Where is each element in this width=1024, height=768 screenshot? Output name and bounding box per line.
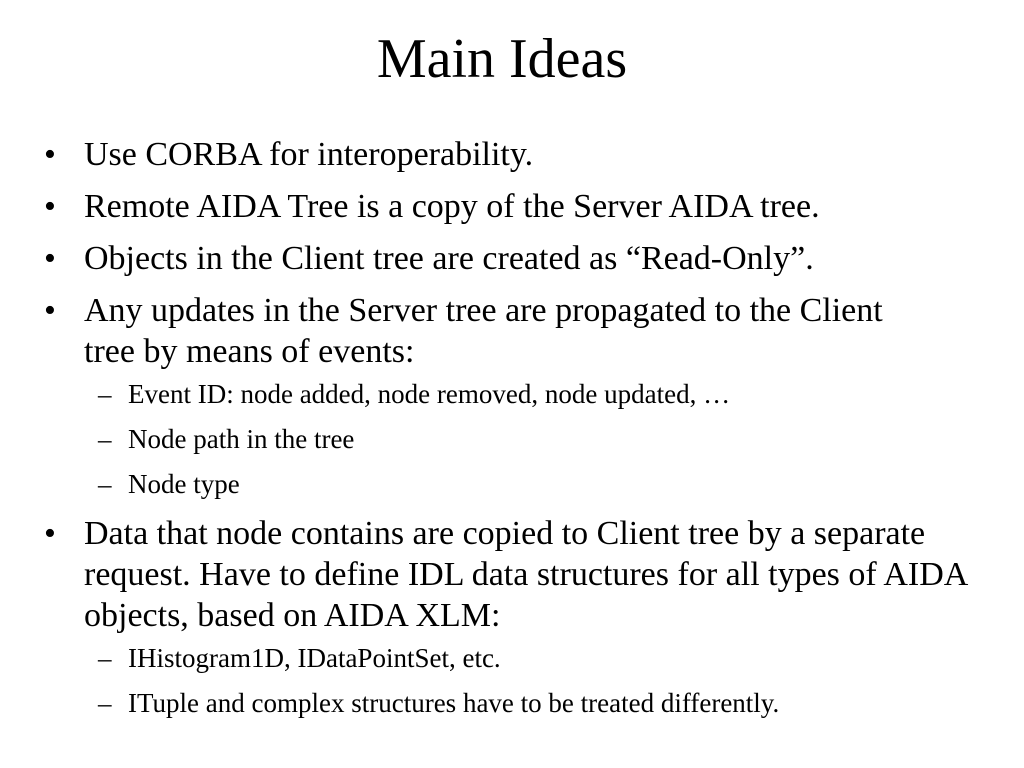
dash-icon: – <box>98 379 112 409</box>
bullet-item <box>0 290 1024 372</box>
bullet-text: Any updates in the Server tree are propagated to the Client tree by means of events: <box>84 292 883 370</box>
bullet-item <box>0 513 1024 636</box>
bullet-icon: • <box>44 188 56 225</box>
bullet-list <box>0 134 1024 720</box>
bullet-icon: • <box>44 515 56 552</box>
bullet-icon: • <box>44 240 56 277</box>
bullet-item <box>0 238 1024 279</box>
bullet-item <box>0 186 1024 227</box>
bullet-text: Data that node contains are copied to Client tree by a separate request. Have to define IDL data structures for all types of AIDA objects, based on AIDA XLM: <box>84 515 967 634</box>
bullet-text: Use CORBA for interoperability. <box>84 136 534 173</box>
dash-icon: – <box>98 688 112 718</box>
sub-bullet-item <box>0 642 1024 675</box>
sub-bullet-text: Node type <box>128 469 240 499</box>
bullet-item <box>0 134 1024 175</box>
dash-icon: – <box>98 643 112 673</box>
dash-icon: – <box>98 469 112 499</box>
sub-bullet-item <box>0 378 1024 411</box>
bullet-text: Remote AIDA Tree is a copy of the Server AIDA tree. <box>84 188 820 225</box>
bullet-text: Objects in the Client tree are created as “Read-Only”. <box>84 240 814 277</box>
sub-bullet-item <box>0 468 1024 501</box>
bullet-icon: • <box>44 136 56 173</box>
sub-bullet-text: Node path in the tree <box>128 424 355 454</box>
sub-bullet-item <box>0 687 1024 720</box>
dash-icon: – <box>98 424 112 454</box>
sub-bullet-text: ITuple and complex structures have to be treated differently. <box>128 688 780 718</box>
sub-bullet-text: Event ID: node added, node removed, node updated, … <box>128 379 731 409</box>
sub-bullet-text: IHistogram1D, IDataPointSet, etc. <box>128 643 501 673</box>
sub-bullet-item <box>0 423 1024 456</box>
bullet-icon: • <box>44 292 56 329</box>
slide-title: Main Ideas <box>376 28 628 90</box>
